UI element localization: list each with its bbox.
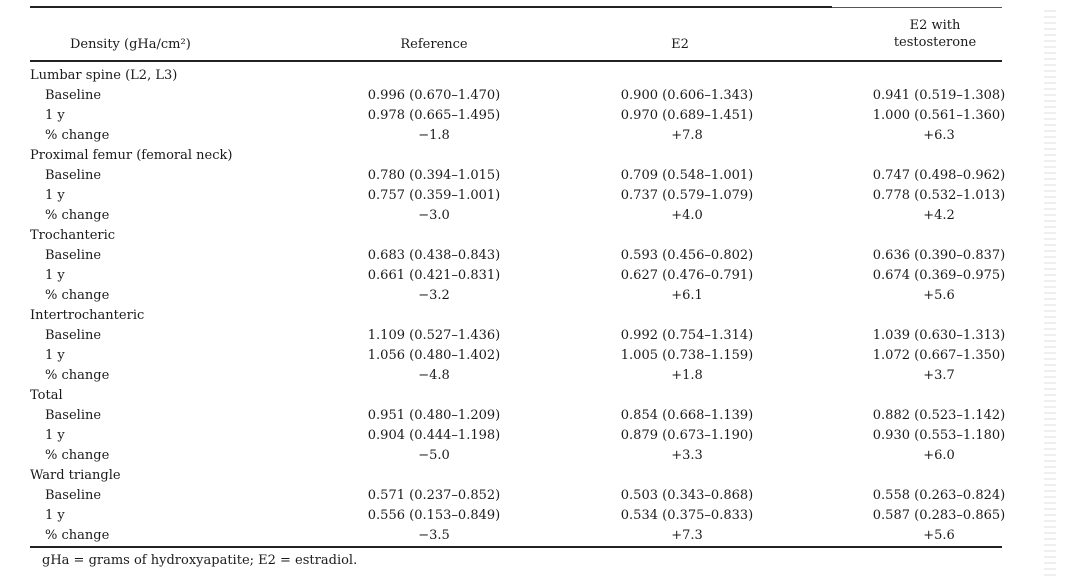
table-footnote: gHa = grams of hydroxyapatite; E2 = estradiol. [42, 553, 358, 568]
row-label: % change [45, 368, 110, 383]
row-label: 1 y [45, 268, 65, 283]
section-title: Lumbar spine (L2, L3) [30, 68, 178, 83]
section-title: Proximal femur (femoral neck) [30, 148, 233, 163]
row-label: % change [45, 208, 110, 223]
cell-e2-testosterone: +6.3 [923, 128, 955, 143]
column-header-e2-testosterone-line1: E2 with [909, 18, 961, 33]
row-label: Baseline [45, 168, 102, 183]
section-title: Intertrochanteric [30, 308, 145, 323]
cell-reference: 0.904 (0.444–1.198) [367, 428, 501, 443]
cell-reference: 0.951 (0.480–1.209) [367, 408, 501, 423]
top-rule [30, 6, 832, 8]
row-label: Baseline [45, 328, 102, 343]
row-label: % change [45, 128, 110, 143]
cell-e2-testosterone: 0.941 (0.519–1.308) [872, 88, 1006, 103]
row-label: 1 y [45, 348, 65, 363]
row-label: 1 y [45, 188, 65, 203]
cell-reference: 1.109 (0.527–1.436) [367, 328, 501, 343]
cell-e2: 0.593 (0.456–0.802) [620, 248, 754, 263]
cell-e2: 0.900 (0.606–1.343) [620, 88, 754, 103]
cell-e2-testosterone: 0.930 (0.553–1.180) [872, 428, 1006, 443]
table-row [30, 186, 1010, 206]
cell-e2: 0.970 (0.689–1.451) [620, 108, 754, 123]
table-body [30, 66, 1010, 546]
row-label: Baseline [45, 248, 102, 263]
row-label: Baseline [45, 488, 102, 503]
section-title-row [30, 66, 1010, 86]
cell-e2-testosterone: 0.747 (0.498–0.962) [872, 168, 1006, 183]
cell-e2: +3.3 [671, 448, 703, 463]
header-rule [30, 60, 1002, 62]
table-row [30, 166, 1010, 186]
cell-reference: 0.780 (0.394–1.015) [367, 168, 501, 183]
table-row [30, 426, 1010, 446]
cell-e2: +7.8 [671, 128, 703, 143]
cell-reference: 0.978 (0.665–1.495) [367, 108, 501, 123]
cell-reference: 1.056 (0.480–1.402) [367, 348, 501, 363]
cell-e2: 1.005 (0.738–1.159) [620, 348, 754, 363]
cell-e2: 0.627 (0.476–0.791) [620, 268, 754, 283]
cell-reference: 0.661 (0.421–0.831) [367, 268, 501, 283]
column-header-density: Density (gHa/cm²) [70, 37, 191, 52]
cell-e2: 0.709 (0.548–1.001) [620, 168, 754, 183]
column-header-e2: E2 [671, 37, 689, 52]
cell-reference: −3.0 [418, 208, 450, 223]
row-label: % change [45, 288, 110, 303]
section-title: Ward triangle [30, 468, 121, 483]
section-title-row [30, 466, 1010, 486]
table-row [30, 526, 1010, 546]
section-title-row [30, 386, 1010, 406]
column-header-e2-testosterone-line2: testosterone [893, 35, 977, 50]
section-title-row [30, 226, 1010, 246]
cell-e2: +6.1 [671, 288, 703, 303]
cell-e2-testosterone: 0.778 (0.532–1.013) [872, 188, 1006, 203]
section-title-row [30, 306, 1010, 326]
cell-reference: −1.8 [418, 128, 450, 143]
cell-e2-testosterone: 0.882 (0.523–1.142) [872, 408, 1006, 423]
cell-e2: 0.854 (0.668–1.139) [620, 408, 754, 423]
cell-reference: 0.757 (0.359–1.001) [367, 188, 501, 203]
scan-edge-artifact [1044, 10, 1056, 580]
top-rule-extension [832, 7, 1002, 8]
table-row [30, 246, 1010, 266]
section-title-row [30, 146, 1010, 166]
row-label: 1 y [45, 428, 65, 443]
cell-reference: 0.683 (0.438–0.843) [367, 248, 501, 263]
cell-e2-testosterone: 0.587 (0.283–0.865) [872, 508, 1006, 523]
table-row [30, 286, 1010, 306]
cell-e2-testosterone: 1.000 (0.561–1.360) [872, 108, 1006, 123]
table-row [30, 366, 1010, 386]
table-row [30, 446, 1010, 466]
column-header-reference: Reference [400, 37, 468, 52]
cell-reference: 0.571 (0.237–0.852) [367, 488, 501, 503]
cell-reference: 0.556 (0.153–0.849) [367, 508, 501, 523]
cell-e2: 0.503 (0.343–0.868) [620, 488, 754, 503]
cell-e2-testosterone: +3.7 [923, 368, 955, 383]
cell-e2-testosterone: +6.0 [923, 448, 955, 463]
table-row [30, 486, 1010, 506]
cell-e2: +1.8 [671, 368, 703, 383]
cell-e2-testosterone: 0.558 (0.263–0.824) [872, 488, 1006, 503]
table-row [30, 206, 1010, 226]
cell-e2-testosterone: 1.072 (0.667–1.350) [872, 348, 1006, 363]
table-row [30, 326, 1010, 346]
cell-reference: −5.0 [418, 448, 450, 463]
cell-e2-testosterone: +4.2 [923, 208, 955, 223]
cell-e2: +7.3 [671, 528, 703, 543]
table-row [30, 506, 1010, 526]
cell-e2-testosterone: +5.6 [923, 288, 955, 303]
cell-e2: +4.0 [671, 208, 703, 223]
table-row [30, 86, 1010, 106]
cell-reference: −4.8 [418, 368, 450, 383]
row-label: 1 y [45, 108, 65, 123]
row-label: 1 y [45, 508, 65, 523]
cell-e2: 0.534 (0.375–0.833) [620, 508, 754, 523]
cell-e2-testosterone: 0.636 (0.390–0.837) [872, 248, 1006, 263]
table-row [30, 126, 1010, 146]
cell-e2-testosterone: +5.6 [923, 528, 955, 543]
table-row [30, 106, 1010, 126]
cell-e2: 0.992 (0.754–1.314) [620, 328, 754, 343]
table-row [30, 346, 1010, 366]
table-row [30, 406, 1010, 426]
row-label: % change [45, 528, 110, 543]
section-title: Total [30, 388, 63, 403]
row-label: % change [45, 448, 110, 463]
cell-e2: 0.879 (0.673–1.190) [620, 428, 754, 443]
table-row [30, 266, 1010, 286]
cell-e2: 0.737 (0.579–1.079) [620, 188, 754, 203]
section-title: Trochanteric [30, 228, 116, 243]
column-header-e2-testosterone [880, 17, 990, 51]
cell-reference: −3.5 [418, 528, 450, 543]
cell-e2-testosterone: 1.039 (0.630–1.313) [872, 328, 1006, 343]
row-label: Baseline [45, 408, 102, 423]
bottom-rule [30, 546, 1002, 548]
row-label: Baseline [45, 88, 102, 103]
cell-reference: 0.996 (0.670–1.470) [367, 88, 501, 103]
cell-reference: −3.2 [418, 288, 450, 303]
cell-e2-testosterone: 0.674 (0.369–0.975) [872, 268, 1006, 283]
